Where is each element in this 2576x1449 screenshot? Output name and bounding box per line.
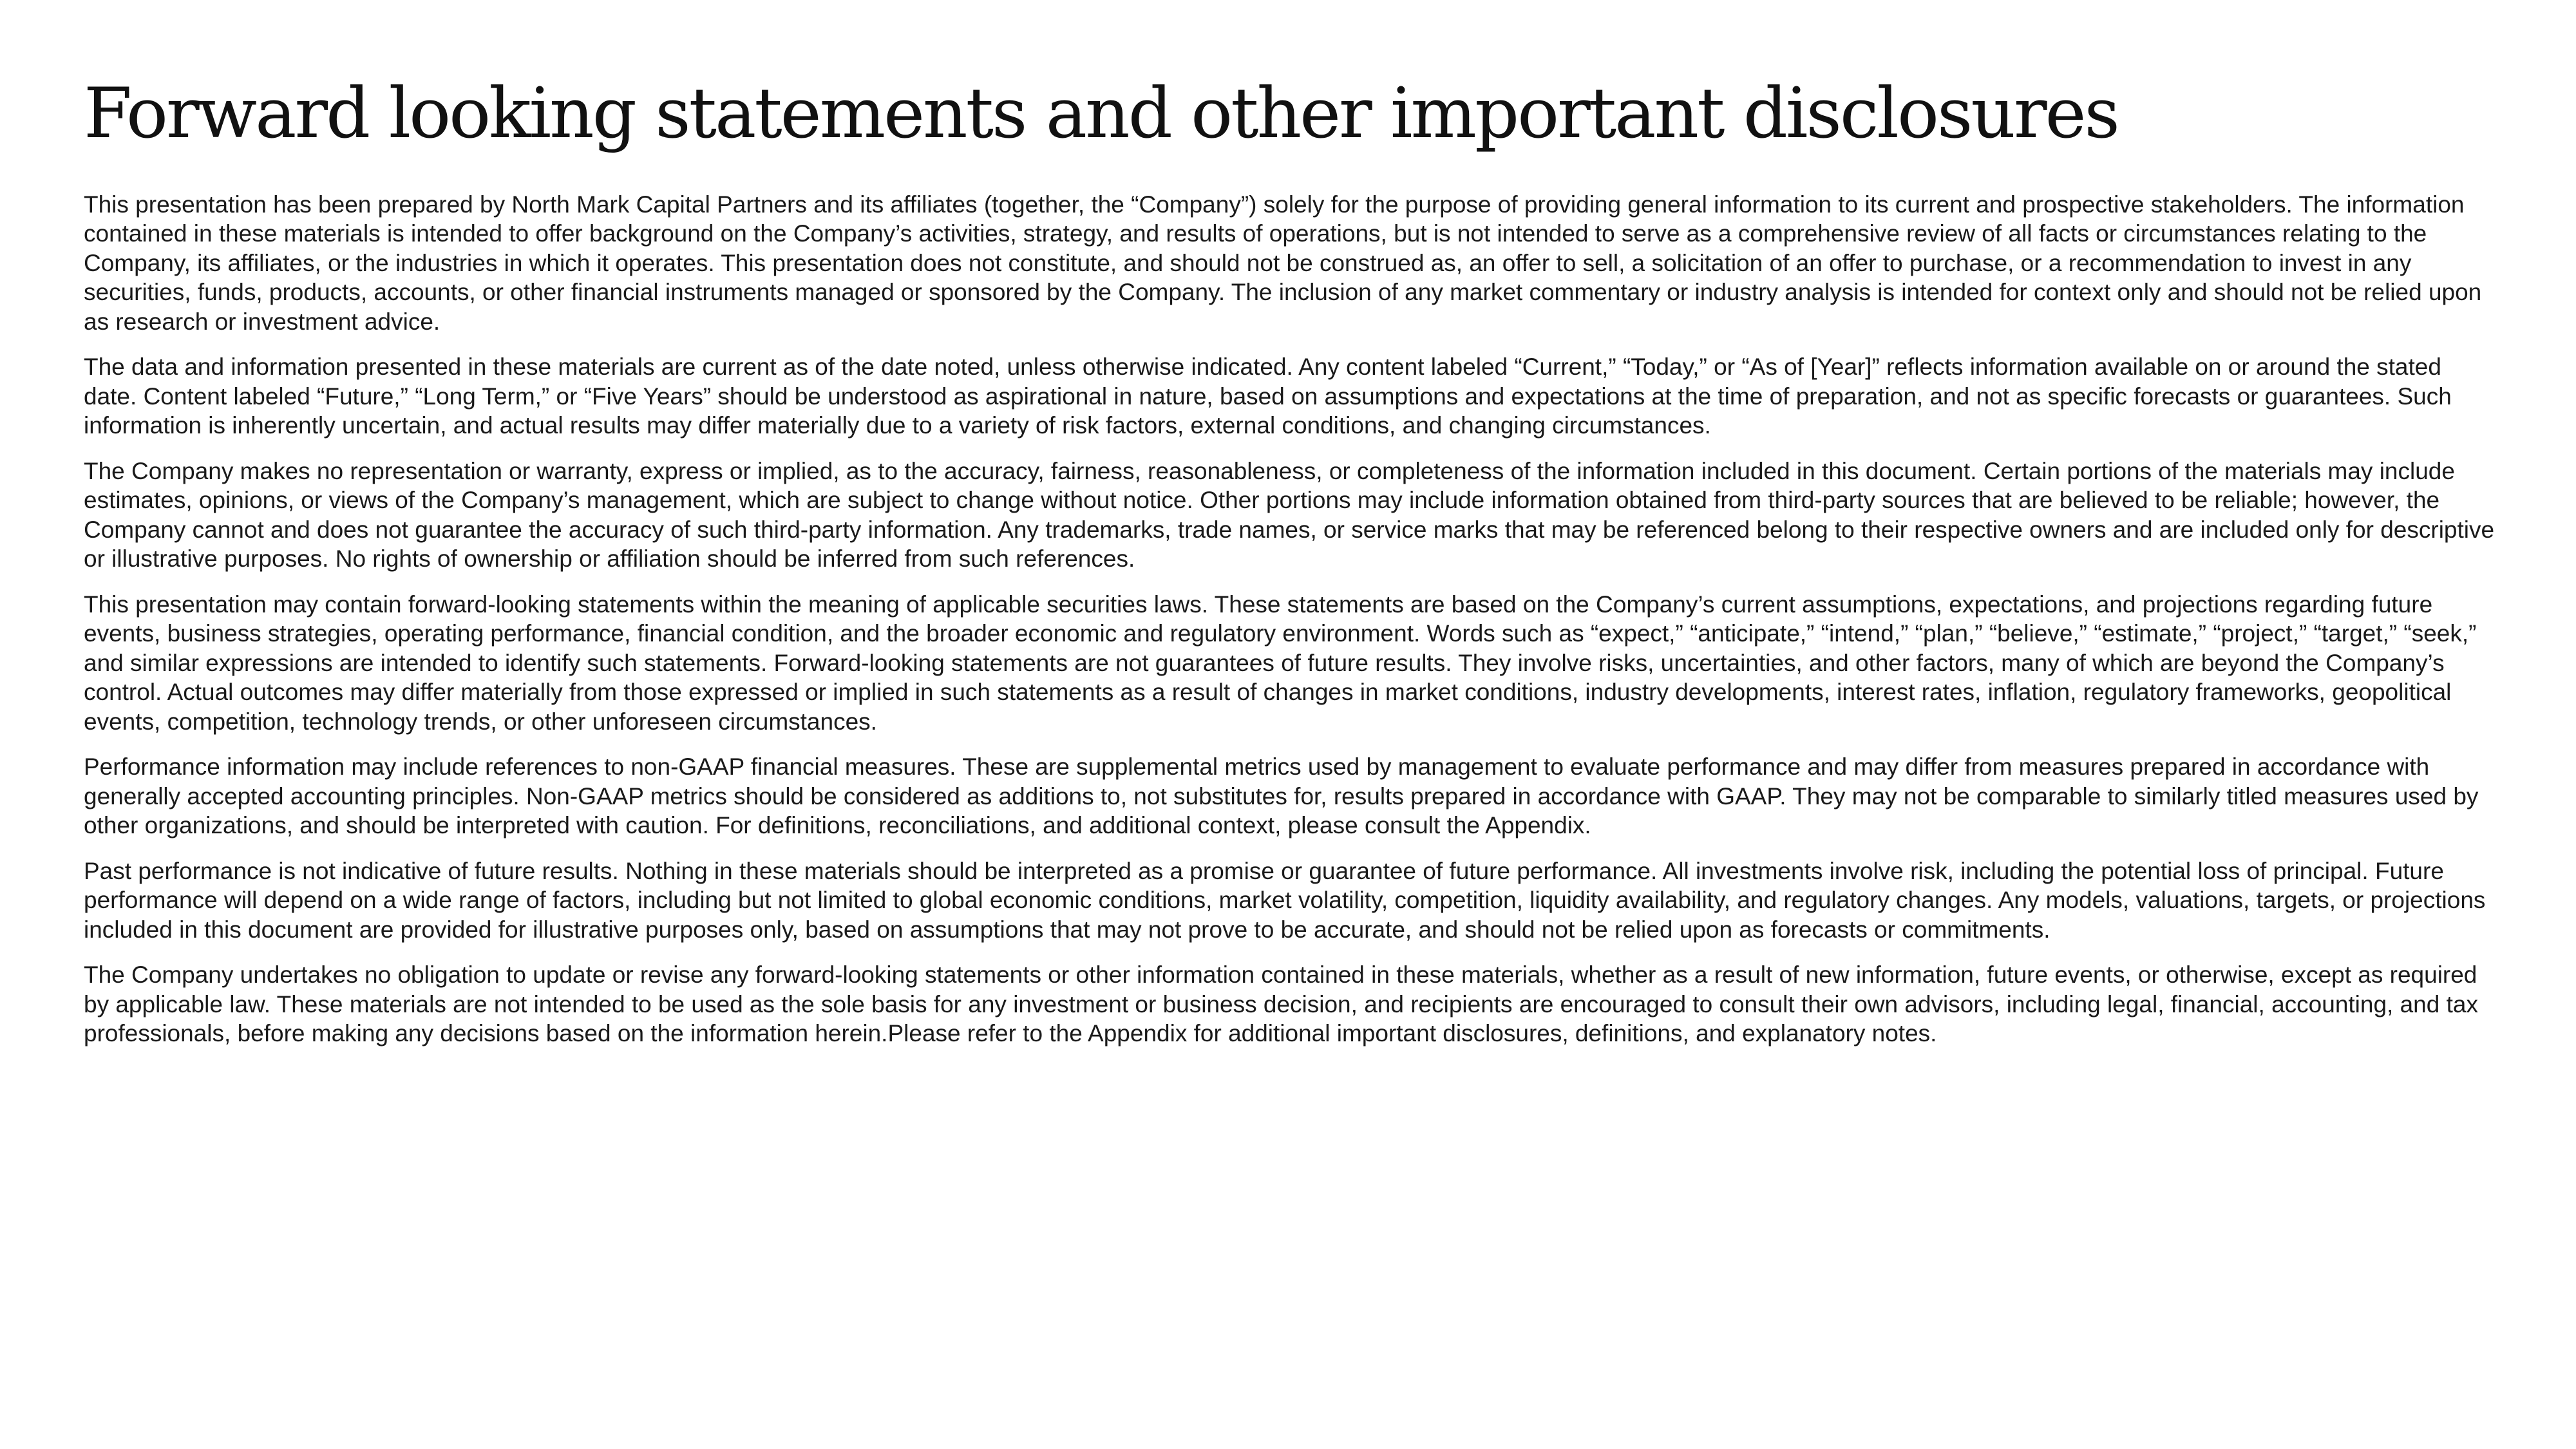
disclosure-body bbox=[84, 190, 2499, 1048]
disclosure-paragraph-2: The data and information presented in these materials are current as of the date noted, unless otherwise indicated. Any content labeled “Current,” “Today,” or “As of [Year]” reflects information available on or around the stated date. Content labeled “Future,” “Long Term,” or “Five Years” should be understood as aspirational in nature, based on assumptions and expectations at the time of preparation, and not as specific forecasts or guarantees. Such information is inherently uncertain, and actual results may differ materially due to a variety of risk factors, external conditions, and changing circumstances. bbox=[84, 354, 2452, 439]
disclosure-paragraph-5: Performance information may include references to non-GAAP financial measures. These are supplemental metrics used by management to evaluate performance and may differ from measures prepared in accordance with generally accepted accounting principles. Non-GAAP metrics should be considered as additions to, not substitutes for, results prepared in accordance with GAAP. They may not be comparable to similarly titled measures used by other organizations, and should be interpreted with caution. For definitions, reconciliations, and additional context, please consult the Appendix. bbox=[84, 753, 2479, 839]
disclosure-paragraph-1: This presentation has been prepared by North Mark Capital Partners and its affiliates (together, the “Company”) solely for the purpose of providing general information to its current and prospective stakeholders. The information contained in these materials is intended to offer background on the Company’s activities, strategy, and results of operations, but is not intended to serve as a comprehensive review of all facts or circumstances relating to the Company, its affiliates, or the industries in which it operates. This presentation does not constitute, and should not be construed as, an offer to sell, a solicitation of an offer to purchase, or a recommendation to invest in any securities, funds, products, accounts, or other financial instruments managed or sponsored by the Company. The inclusion of any market commentary or industry analysis is intended for context only and should not be relied upon as research or investment advice. bbox=[84, 191, 2482, 335]
disclosure-paragraph-7: The Company undertakes no obligation to update or revise any forward-looking statements or other information contained in these materials, whether as a result of new information, future events, or otherwise, except as required by applicable law. These materials are not intended to be used as the sole basis for any investment or business decision, and recipients are encouraged to consult their own advisors, including legal, financial, accounting, and tax professionals, before making any decisions based on the information herein.Please refer to the Appendix for additional important disclosures, definitions, and explanatory notes. bbox=[84, 961, 2478, 1047]
disclosure-paragraph-6: Past performance is not indicative of future results. Nothing in these materials should be interpreted as a promise or guarantee of future performance. All investments involve risk, including the potential loss of principal. Future performance will depend on a wide range of factors, including but not limited to global economic conditions, market volatility, competition, liquidity availability, and regulatory changes. Any models, valuations, targets, or projections included in this document are provided for illustrative purposes only, based on assumptions that may not prove to be accurate, and should not be relied upon as forecasts or commitments. bbox=[84, 857, 2486, 943]
page-title: Forward looking statements and other important disclosures bbox=[84, 73, 2118, 154]
disclosure-paragraph-3: The Company makes no representation or warranty, express or implied, as to the accuracy, fairness, reasonableness, or completeness of the information included in this document. Certain portions of the materials may include estimates, opinions, or views of the Company’s management, which are subject to change without notice. Other portions may include information obtained from third-party sources that are believed to be reliable; however, the Company cannot and does not guarantee the accuracy of such third-party information. Any trademarks, trade names, or service marks that may be referenced belong to their respective owners and are included only for descriptive or illustrative purposes. No rights of ownership or affiliation should be inferred from such references. bbox=[84, 457, 2495, 573]
disclosure-paragraph-4: This presentation may contain forward-looking statements within the meaning of applicable securities laws. These statements are based on the Company’s current assumptions, expectations, and projections regarding future events, business strategies, operating performance, financial condition, and the broader economic and regulatory environment. Words such as “expect,” “anticipate,” “intend,” “plan,” “believe,” “estimate,” “project,” “target,” “seek,” and similar expressions are intended to identify such statements. Forward-looking statements are not guarantees of future results. They involve risks, uncertainties, and other factors, many of which are beyond the Company’s control. Actual outcomes may differ materially from those expressed or implied in such statements as a result of changes in market conditions, industry developments, interest rates, inflation, regulatory frameworks, geopolitical events, competition, technology trends, or other unforeseen circumstances. bbox=[84, 591, 2477, 735]
